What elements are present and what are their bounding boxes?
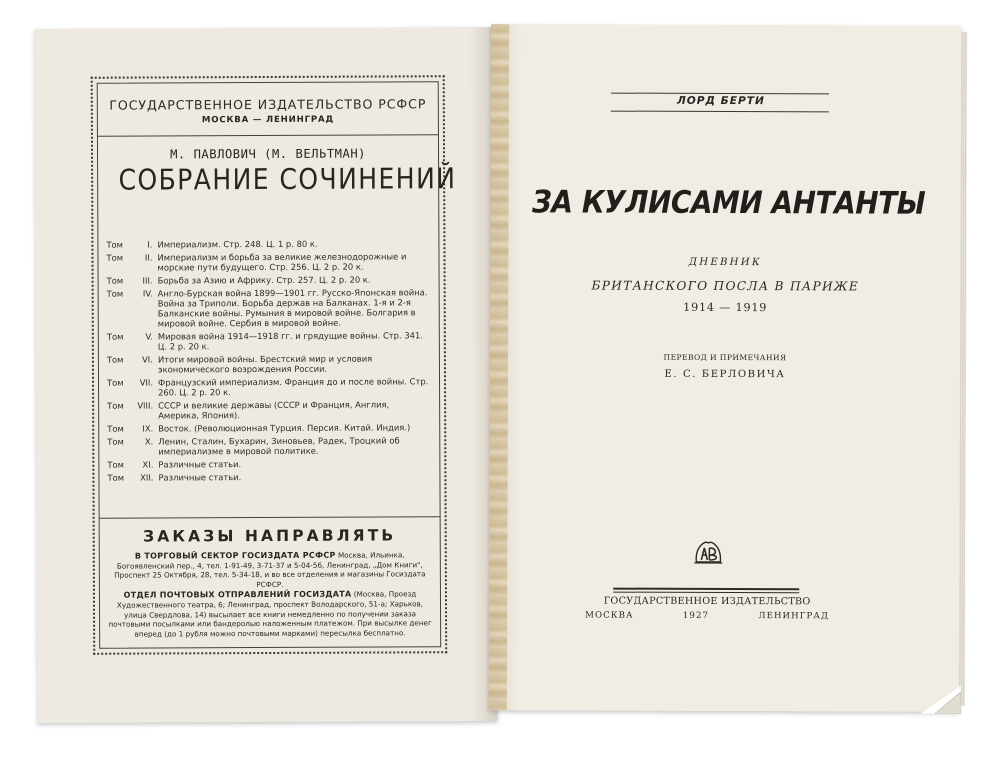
right-page (489, 24, 961, 712)
volume-text: СССР и великие державы (СССР и Франция, Англия, Америка, Япония). (158, 399, 390, 421)
volume-entry (107, 330, 429, 352)
volume-entry (107, 422, 429, 434)
orders-trade-sector-text: Москва, Ильинка, Богоявленский пер., 4, тел. 1-91-49, 3-71-37 и 5-04-56, Ленинград, „Дом Книги", Проспект 25 Октября, 28, тел. 5-34-18, и во все отделения и магазины Госиздата РСФСР. (114, 550, 426, 589)
volume-entry (107, 471, 429, 483)
volume-number: I. (147, 239, 153, 250)
title-page-author: ЛОРД БЕРТИ (676, 94, 765, 108)
volume-entry (106, 251, 428, 273)
collection-author: М. ПАВЛОВИЧ (М. ВЕЛЬТМАН) (170, 146, 367, 162)
volume-number: V. (145, 331, 153, 342)
imprint-city-moscow: МОСКВА (585, 610, 634, 621)
volume-entry (107, 353, 429, 375)
volume-entry (107, 458, 429, 470)
volume-word: Том (106, 288, 124, 299)
volume-word: Том (106, 252, 124, 263)
volume-text: Англо-Бурская война 1899—1901 гг. Русско-Японская война. Война за Триполи. Борьба держав на Балканах. 1-я и 2-я Балканские войны. Румыния в мировой войне. Болгария в мировой войне. Сербия в мировой войне. (157, 286, 428, 329)
orders-block (108, 526, 432, 640)
volume-number: VIII. (137, 400, 154, 411)
publisher-monogram-icon (693, 539, 723, 565)
volume-number: IX. (142, 423, 154, 434)
orders-trade-sector-lead: В ТОРГОВЫЙ СЕКТОР ГОСИЗДАТА РСФСР (134, 550, 336, 561)
spine-edge (489, 24, 509, 710)
volume-word: Том (107, 377, 124, 388)
volume-entry (107, 399, 429, 421)
volume-entry (107, 287, 429, 329)
volume-number: VI. (142, 354, 153, 365)
header-rule (98, 134, 438, 136)
collection-header (98, 146, 457, 197)
subtitle-years: 1914 — 1919 (683, 300, 768, 315)
orders-postal-dept (108, 590, 432, 639)
volume-text: Империализм и борьба за великие железнодорожные и морские пути будущего. Стр. 256. Ц. 2 р. 20 к. (157, 251, 407, 273)
page-edges (959, 32, 967, 706)
volume-word: Том (106, 239, 124, 250)
volume-word: Том (106, 354, 124, 365)
subtitle-ambassador: БРИТАНСКОГО ПОСЛА В ПАРИЖЕ (591, 278, 860, 294)
volume-text: Различные статьи. (158, 458, 242, 470)
volume-text: Ленин, Сталин, Бухарин, Зиновьев, Радек, Троцкий об империализме в мировой политике. (158, 435, 400, 457)
orders-postal-dept-lead: ОТДЕЛ ПОЧТОВЫХ ОТПРАВЛЕНИЙ ГОСИЗДАТА (123, 590, 352, 600)
volume-text: Различные статьи. (158, 471, 242, 483)
folded-corner (921, 686, 961, 714)
volume-text: Итоги мировой войны. Брестский мир и условия экономического возрождения России. (157, 353, 373, 375)
volume-word: Том (107, 459, 124, 470)
imprint-line (585, 611, 829, 622)
volume-entry (106, 238, 428, 250)
advert-frame-inner (97, 81, 457, 648)
volume-number: VII. (139, 377, 154, 388)
imprint-year: 1927 (682, 610, 710, 621)
translation-note: ПЕРЕВОД И ПРИМЕЧАНИЯ (663, 352, 787, 363)
orders-trade-sector (108, 550, 432, 590)
orders-rule (100, 516, 440, 518)
publisher-block (98, 82, 438, 125)
left-page (34, 27, 497, 723)
volume-word: Том (106, 275, 124, 286)
volume-list (106, 238, 429, 485)
volume-text: Борьба за Азию и Африку. Стр. 257. Ц. 2 р. 20 к. (157, 274, 371, 286)
translator-name: Е. С. БЕРЛОВИЧА (664, 368, 786, 381)
volume-word: Том (107, 472, 125, 483)
volume-entry (107, 376, 429, 398)
volume-word: Том (106, 331, 124, 342)
volume-number: II. (144, 252, 153, 263)
volume-word: Том (107, 423, 124, 434)
volume-text: Мировая война 1914—1918 гг. и грядущие войны. Стр. 341. Ц. 2 р. 20 к. (157, 330, 423, 352)
volume-number: XI. (142, 459, 154, 470)
volume-entry (107, 274, 429, 286)
volume-number: IV. (142, 288, 153, 299)
volume-text: Восток. (Революционная Турция. Персия. Китай. Индия.) (158, 422, 411, 434)
volume-word: Том (107, 436, 124, 447)
publisher-rule (613, 588, 799, 591)
book-title: ЗА КУЛИСАМИ АНТАНТЫ (532, 184, 926, 222)
volume-text: Французский империализм. Франция до и после войны. Стр. 260. Ц. 2 р. 20 к. (158, 376, 429, 398)
publisher-name: ГОСУДАРСТВЕННОЕ ИЗДАТЕЛЬСТВО РСФСР (109, 96, 427, 113)
advert-frame (91, 75, 457, 655)
title-page-publisher: ГОСУДАРСТВЕННОЕ ИЗДАТЕЛЬСТВО (603, 595, 811, 608)
publisher-cities: МОСКВА — ЛЕНИНГРАД (201, 114, 334, 126)
author-rule-bottom (611, 111, 829, 113)
volume-text: Империализм. Стр. 248. Ц. 1 р. 80 к. (157, 238, 318, 250)
orders-heading: ЗАКАЗЫ НАПРАВЛЯТЬ (143, 526, 397, 546)
volume-number: XII. (140, 472, 154, 483)
volume-number: III. (142, 275, 153, 286)
orders-postal-dept-text: (Москва, Проезд Художественного театра, 6; Ленинград, проспект Володарского, 51-а; Харьков, улица Свердлова, 14) высылает все книги немедленно по получении заказа почтовыми посылками или бандеролью наложенным платежом. При высылке денег вперед (до 1 рубля можно почтовыми марками) пересылка бесплатно. (108, 589, 432, 639)
volume-entry (107, 435, 429, 457)
volume-word: Том (107, 400, 124, 411)
publisher-rule-thin (613, 592, 799, 594)
volume-number: X. (144, 436, 154, 447)
collection-title: СОБРАНИЕ СОЧИНЕНИЙ (118, 162, 457, 197)
imprint-city-leningrad: ЛЕНИНГРАД (758, 611, 830, 622)
subtitle-diary: ДНЕВНИК (688, 256, 762, 269)
